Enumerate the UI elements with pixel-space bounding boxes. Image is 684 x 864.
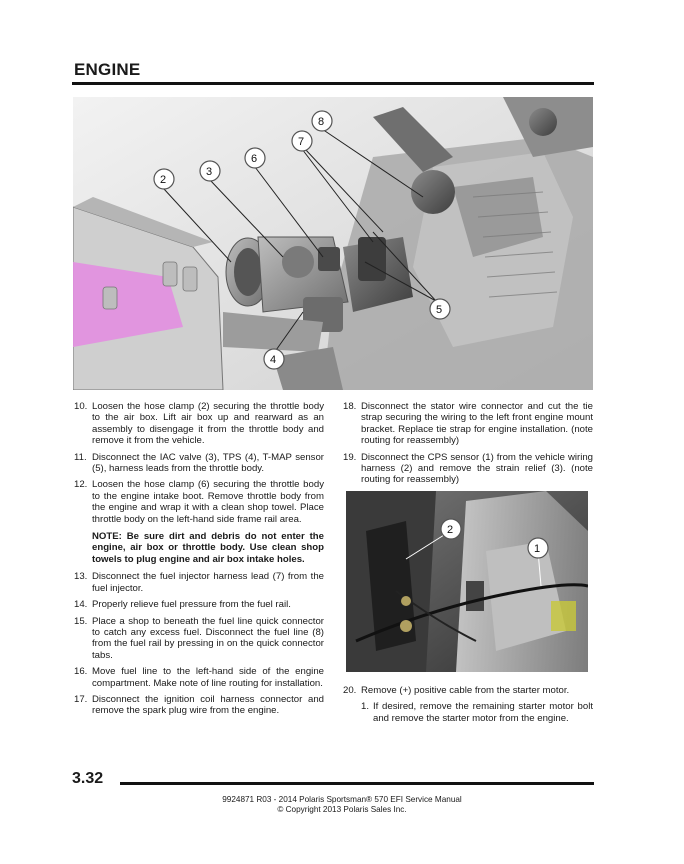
callout-2: [441, 519, 461, 539]
starter-illustration: [346, 491, 588, 672]
callout-2: [154, 169, 174, 189]
callout-5: [430, 299, 450, 319]
instructions-left-column: [74, 401, 324, 722]
svg-text:5: 5: [436, 304, 443, 316]
engine-throttle-body-photo: [73, 97, 593, 390]
step-14: 14. Properly relieve fuel pressure from the fuel rail.: [74, 599, 291, 611]
step-16: 16. Move fuel line to the left-hand side of the engine compartment. Make note of line routing for installation.: [74, 666, 324, 689]
callout-8: [312, 111, 332, 131]
callout-7: [292, 131, 312, 151]
svg-text:2: 2: [447, 524, 454, 536]
step-19: 19. Disconnect the CPS sensor (1) from the vehicle wiring harness (2) and remove the strain relief (3). (note routing for reassembly): [343, 451, 593, 486]
footer-copyright: © Copyright 2013 Polaris Sales Inc.: [277, 805, 407, 814]
step-15: 15. Place a shop to beneath the fuel line quick connector to catch any excess fuel. Disconnect the fuel line (8) from the fuel rail by pressing in on the quick connector tabs.: [74, 615, 324, 661]
svg-text:2: 2: [160, 174, 167, 186]
page-number: 3.32: [72, 770, 104, 787]
step-20: 20. Remove (+) positive cable from the starter motor.: [343, 685, 570, 696]
footer-manual-title: 9924871 R03 - 2014 Polaris Sportsman® 570 EFI Service Manual: [222, 795, 462, 804]
instructions-right-lower: [343, 685, 593, 724]
svg-text:8: 8: [318, 116, 325, 128]
step-12: 12. Loosen the hose clamp (6) securing the throttle body to the engine intake boot. Remove throttle body from the engine and wrap it with a clean shop towel. Place throttle body on the left-hand side frame rail area.: [74, 479, 324, 525]
header-rule: [72, 82, 594, 85]
warning-note: NOTE: Be sure dirt and debris do not enter the engine, air box or throttle body. Use clean shop towels to plug engine and air box intake holes.: [92, 531, 324, 565]
footer-rule: [120, 782, 594, 785]
step-10: 10. Loosen the hose clamp (2) securing the throttle body to the air box. Lift air box up and rearward as an assembly to disengage it from the throttle body and remove it from the vehicle.: [74, 401, 324, 447]
page-title: ENGINE: [74, 60, 141, 79]
substep-1: 1. If desired, remove the remaining starter motor bolt and remove the starter motor from the engine.: [361, 701, 593, 724]
callout-6: [245, 148, 265, 168]
svg-text:3: 3: [206, 166, 213, 178]
callout-3: [200, 161, 220, 181]
callout-4: [264, 349, 284, 369]
step-17: 17. Disconnect the ignition coil harness connector and remove the spark plug wire from the engine.: [74, 693, 324, 717]
svg-text:4: 4: [270, 354, 277, 366]
starter-cps-photo: [346, 491, 588, 672]
svg-text:1: 1: [534, 543, 541, 555]
instructions-right-column: [343, 401, 593, 491]
step-18: 18. Disconnect the stator wire connector and cut the tie strap securing the wiring to the left front engine mount bracket. Replace tie strap for engine installation. (note routing for reassembly): [343, 401, 593, 447]
svg-text:7: 7: [298, 136, 305, 148]
step-11: 11. Disconnect the IAC valve (3), TPS (4), T-MAP sensor (5), harness leads from the throttle body.: [74, 451, 324, 475]
step-13: 13. Disconnect the fuel injector harness lead (7) from the fuel injector.: [74, 571, 324, 594]
callout-1: [528, 538, 548, 558]
engine-illustration: [73, 97, 593, 390]
svg-text:6: 6: [251, 153, 258, 165]
